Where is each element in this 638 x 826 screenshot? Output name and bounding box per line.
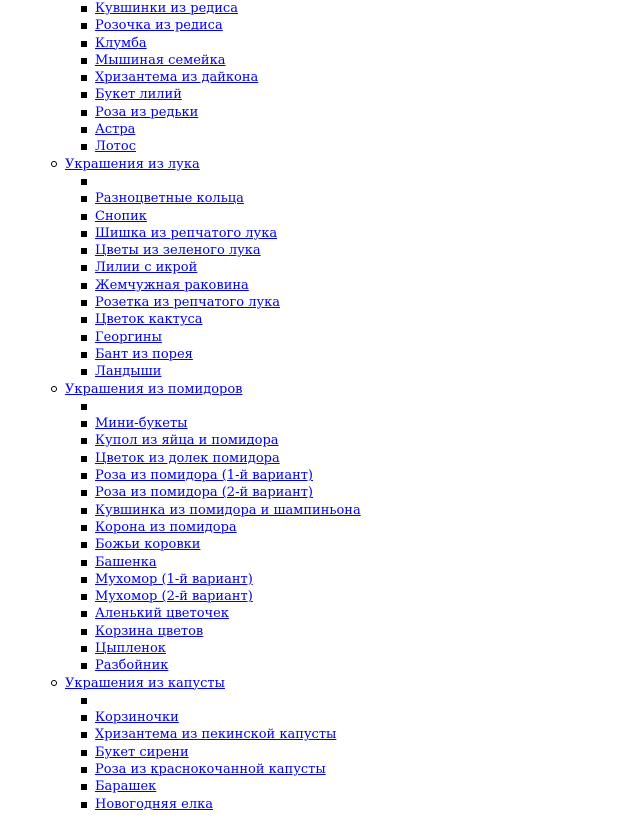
circle-bullet-icon (51, 386, 57, 392)
list-item (0, 744, 638, 761)
list-item (0, 761, 638, 778)
list-item-link[interactable]: Снопик (95, 208, 147, 224)
square-bullet-icon (81, 248, 87, 254)
square-bullet-icon (81, 41, 87, 47)
square-bullet-icon (81, 456, 87, 462)
list-item-link[interactable]: Розетка из репчатого лука (95, 295, 281, 311)
list-item-link[interactable]: Астра (95, 122, 136, 138)
list-item-link[interactable]: Мини-букеты (95, 416, 188, 432)
list-item (0, 657, 638, 674)
list-item (0, 294, 638, 311)
list-item (0, 208, 638, 225)
list-item (0, 778, 638, 795)
list-item-link[interactable]: Мухомор (1-й вариант) (95, 571, 253, 587)
list-item-link[interactable]: Мухомор (2-й вариант) (95, 589, 253, 605)
square-bullet-icon (81, 214, 87, 220)
circle-bullet-icon (51, 161, 57, 167)
square-bullet-icon (81, 594, 87, 600)
square-bullet-icon (81, 317, 87, 323)
square-bullet-icon (81, 265, 87, 271)
list-item (0, 69, 638, 86)
list-item-link[interactable]: Георгины (95, 329, 162, 345)
list-item-link[interactable]: Разноцветные кольца (95, 191, 244, 207)
square-bullet-icon (81, 92, 87, 98)
list-item (0, 554, 638, 571)
square-bullet-icon (81, 715, 87, 721)
square-bullet-icon (81, 127, 87, 133)
list-item (0, 467, 638, 484)
square-bullet-icon (81, 732, 87, 738)
square-bullet-icon (81, 110, 87, 116)
square-bullet-icon (81, 802, 87, 808)
list-item-link[interactable]: Мышиная семейка (95, 52, 226, 68)
list-item (0, 536, 638, 553)
list-item-link[interactable]: Кувшинка из помидора и шампиньона (95, 502, 361, 518)
list-item-link[interactable]: Цветок кактуса (95, 312, 203, 328)
square-bullet-icon (81, 231, 87, 237)
list-item (0, 623, 638, 640)
square-bullet-icon (81, 611, 87, 617)
square-bullet-icon (81, 525, 87, 531)
square-bullet-icon (81, 421, 87, 427)
list-item-link[interactable]: Корзина цветов (95, 623, 204, 639)
square-bullet-icon (81, 646, 87, 652)
list-item-link[interactable]: Роза из краснокочанной капусты (95, 762, 326, 778)
list-item-link[interactable]: Цветок из долек помидора (95, 450, 280, 466)
list-item-link[interactable]: Букет лилий (95, 87, 182, 103)
list-item (0, 86, 638, 103)
square-bullet-icon (81, 196, 87, 202)
list-item (0, 104, 638, 121)
square-bullet-icon (81, 784, 87, 790)
list-item-link[interactable]: Купол из яйца и помидора (95, 433, 279, 449)
section-heading (0, 381, 638, 398)
list-item (0, 52, 638, 69)
list-item (0, 242, 638, 259)
list-item-link[interactable]: Лотос (95, 139, 136, 155)
list-item (0, 588, 638, 605)
square-bullet-icon (81, 23, 87, 29)
list-item-link[interactable]: Кувшинки из редиса (95, 1, 238, 16)
list-item-link[interactable]: Шишка из репчатого лука (95, 225, 278, 241)
list-item (0, 277, 638, 294)
square-bullet-icon (81, 542, 87, 548)
list-item-link[interactable]: Цветы из зеленого лука (95, 243, 261, 259)
list-item (0, 363, 638, 380)
section-heading (0, 675, 638, 692)
square-bullet-icon (81, 335, 87, 341)
list-item-link[interactable]: Башенка (95, 554, 157, 570)
list-item (0, 0, 638, 17)
list-item (0, 329, 638, 346)
list-item (0, 311, 638, 328)
list-item-link[interactable]: Цыпленок (95, 640, 166, 656)
section-link[interactable]: Украшения из лука (65, 156, 200, 172)
list-item (0, 415, 638, 432)
square-bullet-icon (81, 508, 87, 514)
list-item (0, 571, 638, 588)
circle-bullet-icon (51, 680, 57, 686)
list-item-link[interactable]: Роза из помидора (1-й вариант) (95, 468, 314, 484)
square-bullet-icon (81, 767, 87, 773)
square-bullet-icon (81, 352, 87, 358)
square-bullet-icon (81, 577, 87, 583)
square-bullet-icon (81, 179, 87, 185)
list-item-link[interactable]: Новогодняя елка (95, 796, 213, 812)
list-item-link[interactable]: Роза из помидора (2-й вариант) (95, 485, 314, 501)
list-item-link[interactable]: Розочка из редиса (95, 18, 223, 34)
list-item-link[interactable]: Корона из помидора (95, 519, 237, 535)
list-item-link[interactable]: Клумба (95, 35, 147, 51)
list-item-link[interactable]: Барашек (95, 779, 157, 795)
list-item-link[interactable]: Корзиночки (95, 710, 179, 726)
square-bullet-icon (81, 698, 87, 704)
list-item (0, 796, 638, 813)
list-item (0, 190, 638, 207)
list-item-link[interactable]: Ландыши (95, 364, 162, 380)
list-item (0, 709, 638, 726)
list-item-link[interactable]: Бант из порея (95, 346, 193, 362)
section-heading (0, 156, 638, 173)
list-item (0, 502, 638, 519)
section-link[interactable]: Украшения из помидоров (65, 381, 243, 397)
square-bullet-icon (81, 490, 87, 496)
list-item-link[interactable]: Аленький цветочек (95, 606, 229, 622)
list-item-link[interactable]: Жемчужная раковина (95, 277, 249, 293)
list-item (0, 519, 638, 536)
list-item (0, 450, 638, 467)
square-bullet-icon (81, 438, 87, 444)
list-item (0, 640, 638, 657)
list-item-link[interactable]: Лилии с икрой (95, 260, 198, 276)
list-item (0, 225, 638, 242)
square-bullet-icon (81, 58, 87, 64)
list-item-empty (0, 398, 638, 415)
list-item (0, 259, 638, 276)
list-item (0, 17, 638, 34)
list-item (0, 484, 638, 501)
list-item (0, 432, 638, 449)
list-item (0, 121, 638, 138)
square-bullet-icon (81, 300, 87, 306)
list-item-link[interactable]: Роза из редьки (95, 104, 199, 120)
list-item (0, 726, 638, 743)
section-link[interactable]: Украшения из капусты (65, 675, 225, 691)
list-item-link[interactable]: Букет сирени (95, 744, 189, 760)
square-bullet-icon (81, 663, 87, 669)
square-bullet-icon (81, 6, 87, 12)
square-bullet-icon (81, 144, 87, 150)
square-bullet-icon (81, 369, 87, 375)
square-bullet-icon (81, 560, 87, 566)
list-item (0, 605, 638, 622)
list-item-link[interactable]: Разбойник (95, 658, 169, 674)
square-bullet-icon (81, 75, 87, 81)
list-item-empty (0, 173, 638, 190)
list-item (0, 138, 638, 155)
list-item-link[interactable]: Хризантема из пекинской капусты (95, 727, 337, 743)
list-item-link[interactable]: Божьи коровки (95, 537, 201, 553)
square-bullet-icon (81, 629, 87, 635)
square-bullet-icon (81, 750, 87, 756)
list-item (0, 35, 638, 52)
list-item (0, 346, 638, 363)
list-item-link[interactable]: Хризантема из дайкона (95, 70, 259, 86)
square-bullet-icon (81, 404, 87, 410)
square-bullet-icon (81, 283, 87, 289)
list-item-empty (0, 692, 638, 709)
square-bullet-icon (81, 473, 87, 479)
